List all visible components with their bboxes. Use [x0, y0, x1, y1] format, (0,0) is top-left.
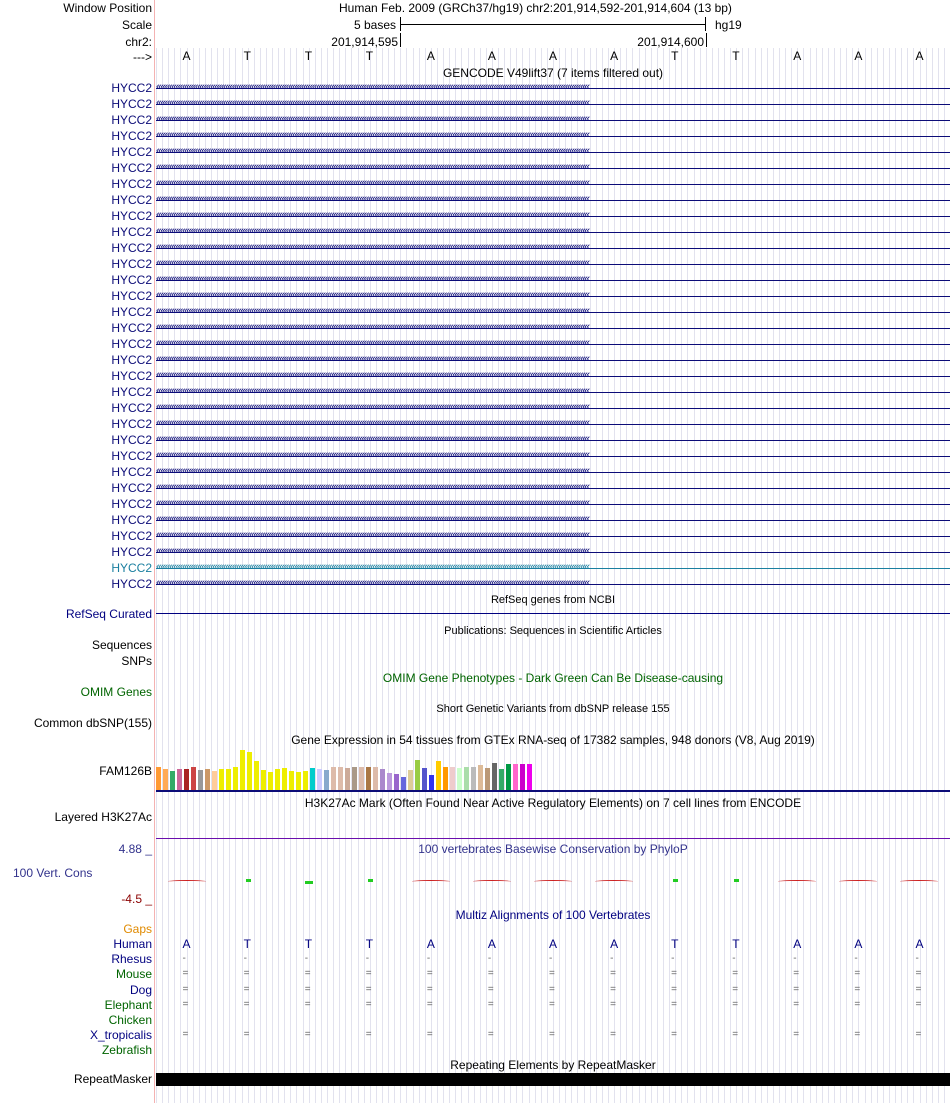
gtex-bar[interactable]	[163, 769, 168, 790]
gencode-gene-label[interactable]: HYCC2	[111, 129, 152, 143]
refseq-line[interactable]	[156, 613, 950, 614]
gtex-bar[interactable]	[240, 750, 245, 790]
multiz-base: =	[915, 1029, 922, 1041]
conservation-positive-mark	[305, 881, 313, 884]
gencode-gene-label[interactable]: HYCC2	[111, 193, 152, 207]
gtex-bar[interactable]	[443, 767, 448, 790]
gencode-gene-feature[interactable]: ‹‹‹‹‹‹‹‹‹‹‹‹‹‹‹‹‹‹‹‹‹‹‹‹‹‹‹‹‹‹‹‹‹‹‹‹‹‹‹‹‹‹‹‹‹‹‹‹‹‹‹‹‹‹‹‹‹‹‹‹‹‹‹‹‹‹‹‹‹‹‹‹‹‹‹‹‹‹‹‹‹‹‹‹‹‹‹‹‹‹‹‹‹‹‹‹‹‹‹‹‹‹‹‹‹‹‹‹‹‹‹‹‹‹‹‹‹‹‹‹‹‹‹‹‹‹‹‹‹‹‹‹‹‹‹‹‹‹‹‹‹‹‹‹‹‹‹‹‹‹‹‹‹‹‹‹‹‹‹‹‹‹‹‹‹‹‹‹‹‹‹‹‹‹‹‹‹‹‹‹‹‹‹‹‹‹‹‹‹‹‹‹‹‹‹‹‹‹‹‹	[156, 337, 950, 351]
gtex-bar[interactable]	[177, 769, 182, 790]
multiz-base: =	[426, 1029, 433, 1041]
gencode-gene-label[interactable]: HYCC2	[111, 241, 152, 255]
gencode-gene-label[interactable]: HYCC2	[111, 113, 152, 127]
multiz-base: =	[426, 983, 433, 995]
window-position-value: Human Feb. 2009 (GRCh37/hg19) chr2:201,914,592-201,914,604 (13 bp)	[339, 1, 732, 15]
multiz-base: =	[487, 983, 494, 995]
gencode-gene-label[interactable]: HYCC2	[111, 449, 152, 463]
gencode-gene-feature[interactable]: ‹‹‹‹‹‹‹‹‹‹‹‹‹‹‹‹‹‹‹‹‹‹‹‹‹‹‹‹‹‹‹‹‹‹‹‹‹‹‹‹‹‹‹‹‹‹‹‹‹‹‹‹‹‹‹‹‹‹‹‹‹‹‹‹‹‹‹‹‹‹‹‹‹‹‹‹‹‹‹‹‹‹‹‹‹‹‹‹‹‹‹‹‹‹‹‹‹‹‹‹‹‹‹‹‹‹‹‹‹‹‹‹‹‹‹‹‹‹‹‹‹‹‹‹‹‹‹‹‹‹‹‹‹‹‹‹‹‹‹‹‹‹‹‹‹‹‹‹‹‹‹‹‹‹‹‹‹‹‹‹‹‹‹‹‹‹‹‹‹‹‹‹‹‹‹‹‹‹‹‹‹‹‹‹‹‹‹‹‹‹‹‹‹‹‹‹‹‹‹‹	[156, 577, 950, 591]
gtex-bar[interactable]	[457, 768, 462, 790]
gencode-gene-label[interactable]: HYCC2	[111, 577, 152, 591]
multiz-base: =	[243, 1029, 250, 1041]
multiz-base: A	[915, 937, 924, 951]
multiz-base: =	[243, 998, 250, 1010]
gencode-gene-feature[interactable]: ‹‹‹‹‹‹‹‹‹‹‹‹‹‹‹‹‹‹‹‹‹‹‹‹‹‹‹‹‹‹‹‹‹‹‹‹‹‹‹‹‹‹‹‹‹‹‹‹‹‹‹‹‹‹‹‹‹‹‹‹‹‹‹‹‹‹‹‹‹‹‹‹‹‹‹‹‹‹‹‹‹‹‹‹‹‹‹‹‹‹‹‹‹‹‹‹‹‹‹‹‹‹‹‹‹‹‹‹‹‹‹‹‹‹‹‹‹‹‹‹‹‹‹‹‹‹‹‹‹‹‹‹‹‹‹‹‹‹‹‹‹‹‹‹‹‹‹‹‹‹‹‹‹‹‹‹‹‹‹‹‹‹‹‹‹‹‹‹‹‹‹‹‹‹‹‹‹‹‹‹‹‹‹‹‹‹‹‹‹‹‹‹‹‹‹‹‹‹‹‹	[156, 225, 950, 239]
multiz-base: =	[365, 998, 372, 1010]
multiz-base: T	[243, 937, 251, 951]
multiz-base: =	[426, 998, 433, 1010]
gencode-gene-feature[interactable]: ‹‹‹‹‹‹‹‹‹‹‹‹‹‹‹‹‹‹‹‹‹‹‹‹‹‹‹‹‹‹‹‹‹‹‹‹‹‹‹‹‹‹‹‹‹‹‹‹‹‹‹‹‹‹‹‹‹‹‹‹‹‹‹‹‹‹‹‹‹‹‹‹‹‹‹‹‹‹‹‹‹‹‹‹‹‹‹‹‹‹‹‹‹‹‹‹‹‹‹‹‹‹‹‹‹‹‹‹‹‹‹‹‹‹‹‹‹‹‹‹‹‹‹‹‹‹‹‹‹‹‹‹‹‹‹‹‹‹‹‹‹‹‹‹‹‹‹‹‹‹‹‹‹‹‹‹‹‹‹‹‹‹‹‹‹‹‹‹‹‹‹‹‹‹‹‹‹‹‹‹‹‹‹‹‹‹‹‹‹‹‹‹‹‹‹‹‹‹‹‹	[156, 145, 950, 159]
conservation-min-label: -4.5 _	[121, 892, 152, 906]
gtex-bar[interactable]	[156, 767, 161, 790]
conservation-track-title[interactable]: 100 vertebrates Basewise Conservation by PhyloP	[418, 842, 688, 856]
gtex-bar[interactable]	[429, 775, 434, 790]
multiz-base: A	[854, 937, 863, 951]
gtex-bar[interactable]	[492, 763, 497, 790]
multiz-base: =	[915, 983, 922, 995]
scale-db: hg19	[715, 18, 742, 32]
gtex-bar[interactable]	[219, 769, 224, 790]
multiz-base: =	[487, 998, 494, 1010]
conservation-negative-mark	[778, 880, 816, 883]
multiz-base: =	[549, 1029, 555, 1041]
gtex-bar[interactable]	[324, 770, 329, 790]
base-letter: T	[365, 49, 374, 63]
gencode-gene-label[interactable]: HYCC2	[111, 385, 152, 399]
multiz-base: -	[610, 953, 614, 965]
gaps-label[interactable]: Gaps	[123, 922, 152, 936]
gtex-bar[interactable]	[282, 768, 287, 790]
multiz-base: T	[365, 937, 374, 951]
multiz-base: =	[182, 983, 189, 995]
multiz-base: A	[426, 937, 435, 951]
gtex-bar[interactable]	[310, 768, 315, 790]
multiz-base: =	[610, 968, 616, 980]
multiz-base: =	[549, 968, 555, 980]
gencode-gene-feature[interactable]: ‹‹‹‹‹‹‹‹‹‹‹‹‹‹‹‹‹‹‹‹‹‹‹‹‹‹‹‹‹‹‹‹‹‹‹‹‹‹‹‹‹‹‹‹‹‹‹‹‹‹‹‹‹‹‹‹‹‹‹‹‹‹‹‹‹‹‹‹‹‹‹‹‹‹‹‹‹‹‹‹‹‹‹‹‹‹‹‹‹‹‹‹‹‹‹‹‹‹‹‹‹‹‹‹‹‹‹‹‹‹‹‹‹‹‹‹‹‹‹‹‹‹‹‹‹‹‹‹‹‹‹‹‹‹‹‹‹‹‹‹‹‹‹‹‹‹‹‹‹‹‹‹‹‹‹‹‹‹‹‹‹‹‹‹‹‹‹‹‹‹‹‹‹‹‹‹‹‹‹‹‹‹‹‹‹‹‹‹‹‹‹‹‹‹‹‹‹‹‹‹	[156, 433, 950, 447]
scale-bar	[400, 17, 706, 31]
gencode-gene-label[interactable]: HYCC2	[111, 177, 152, 191]
repeatmasker-track-title[interactable]: Repeating Elements by RepeatMasker	[450, 1058, 656, 1072]
gencode-gene-feature[interactable]: ‹‹‹‹‹‹‹‹‹‹‹‹‹‹‹‹‹‹‹‹‹‹‹‹‹‹‹‹‹‹‹‹‹‹‹‹‹‹‹‹‹‹‹‹‹‹‹‹‹‹‹‹‹‹‹‹‹‹‹‹‹‹‹‹‹‹‹‹‹‹‹‹‹‹‹‹‹‹‹‹‹‹‹‹‹‹‹‹‹‹‹‹‹‹‹‹‹‹‹‹‹‹‹‹‹‹‹‹‹‹‹‹‹‹‹‹‹‹‹‹‹‹‹‹‹‹‹‹‹‹‹‹‹‹‹‹‹‹‹‹‹‹‹‹‹‹‹‹‹‹‹‹‹‹‹‹‹‹‹‹‹‹‹‹‹‹‹‹‹‹‹‹‹‹‹‹‹‹‹‹‹‹‹‹‹‹‹‹‹‹‹‹‹‹‹‹‹‹‹‹	[156, 113, 950, 127]
multiz-base: =	[732, 1029, 739, 1041]
gtex-bar[interactable]	[464, 767, 469, 790]
multiz-base: =	[671, 983, 677, 995]
multiz-base: -	[671, 953, 675, 965]
gtex-bar[interactable]	[520, 764, 525, 790]
multiz-base: =	[243, 968, 250, 980]
multiz-base: =	[854, 998, 861, 1010]
refseq-track-title[interactable]: RefSeq genes from NCBI	[490, 594, 616, 606]
multiz-base: =	[610, 983, 616, 995]
gencode-gene-label[interactable]: HYCC2	[111, 353, 152, 367]
gencode-gene-feature[interactable]: ‹‹‹‹‹‹‹‹‹‹‹‹‹‹‹‹‹‹‹‹‹‹‹‹‹‹‹‹‹‹‹‹‹‹‹‹‹‹‹‹‹‹‹‹‹‹‹‹‹‹‹‹‹‹‹‹‹‹‹‹‹‹‹‹‹‹‹‹‹‹‹‹‹‹‹‹‹‹‹‹‹‹‹‹‹‹‹‹‹‹‹‹‹‹‹‹‹‹‹‹‹‹‹‹‹‹‹‹‹‹‹‹‹‹‹‹‹‹‹‹‹‹‹‹‹‹‹‹‹‹‹‹‹‹‹‹‹‹‹‹‹‹‹‹‹‹‹‹‹‹‹‹‹‹‹‹‹‹‹‹‹‹‹‹‹‹‹‹‹‹‹‹‹‹‹‹‹‹‹‹‹‹‹‹‹‹‹‹‹‹‹‹‹‹‹‹‹‹‹‹	[156, 449, 950, 463]
conservation-label[interactable]: 100 Vert. Cons	[13, 866, 93, 880]
multiz-base: =	[732, 983, 739, 995]
multiz-base: =	[732, 968, 739, 980]
gtex-bar[interactable]	[450, 767, 455, 790]
chrom-label: chr2:	[125, 35, 152, 49]
gtex-gene-line	[156, 790, 950, 792]
gencode-gene-feature[interactable]: ‹‹‹‹‹‹‹‹‹‹‹‹‹‹‹‹‹‹‹‹‹‹‹‹‹‹‹‹‹‹‹‹‹‹‹‹‹‹‹‹‹‹‹‹‹‹‹‹‹‹‹‹‹‹‹‹‹‹‹‹‹‹‹‹‹‹‹‹‹‹‹‹‹‹‹‹‹‹‹‹‹‹‹‹‹‹‹‹‹‹‹‹‹‹‹‹‹‹‹‹‹‹‹‹‹‹‹‹‹‹‹‹‹‹‹‹‹‹‹‹‹‹‹‹‹‹‹‹‹‹‹‹‹‹‹‹‹‹‹‹‹‹‹‹‹‹‹‹‹‹‹‹‹‹‹‹‹‹‹‹‹‹‹‹‹‹‹‹‹‹‹‹‹‹‹‹‹‹‹‹‹‹‹‹‹‹‹‹‹‹‹‹‹‹‹‹‹‹‹‹	[156, 465, 950, 479]
multiz-base: =	[854, 983, 861, 995]
gtex-bar[interactable]	[373, 767, 378, 790]
multiz-base: =	[793, 968, 800, 980]
multiz-base: =	[426, 968, 433, 980]
multiz-species-label[interactable]: Zebrafish	[101, 1043, 152, 1058]
multiz-base: -	[426, 953, 431, 965]
conservation-negative-mark	[473, 880, 511, 883]
gencode-gene-label[interactable]: HYCC2	[111, 401, 152, 415]
repeatmasker-label[interactable]: RepeatMasker	[73, 1072, 152, 1086]
multiz-base: =	[610, 998, 616, 1010]
gtex-bar[interactable]	[170, 771, 175, 790]
conservation-negative-mark	[534, 880, 572, 883]
conservation-negative-mark	[412, 880, 450, 883]
gtex-bar[interactable]	[317, 769, 322, 790]
gtex-bar[interactable]	[212, 771, 217, 790]
multiz-base: =	[854, 1029, 861, 1041]
gencode-gene-label[interactable]: HYCC2	[111, 417, 152, 431]
conservation-positive-mark	[246, 879, 251, 882]
multiz-base: =	[182, 968, 189, 980]
multiz-base: -	[304, 953, 309, 965]
gencode-gene-label[interactable]: HYCC2	[111, 369, 152, 383]
multiz-base: =	[549, 998, 555, 1010]
gencode-gene-feature[interactable]: ‹‹‹‹‹‹‹‹‹‹‹‹‹‹‹‹‹‹‹‹‹‹‹‹‹‹‹‹‹‹‹‹‹‹‹‹‹‹‹‹‹‹‹‹‹‹‹‹‹‹‹‹‹‹‹‹‹‹‹‹‹‹‹‹‹‹‹‹‹‹‹‹‹‹‹‹‹‹‹‹‹‹‹‹‹‹‹‹‹‹‹‹‹‹‹‹‹‹‹‹‹‹‹‹‹‹‹‹‹‹‹‹‹‹‹‹‹‹‹‹‹‹‹‹‹‹‹‹‹‹‹‹‹‹‹‹‹‹‹‹‹‹‹‹‹‹‹‹‹‹‹‹‹‹‹‹‹‹‹‹‹‹‹‹‹‹‹‹‹‹‹‹‹‹‹‹‹‹‹‹‹‹‹‹‹‹‹‹‹‹‹‹‹‹‹‹‹‹‹‹	[156, 257, 950, 271]
gencode-gene-label[interactable]: HYCC2	[111, 433, 152, 447]
gtex-bar[interactable]	[394, 774, 399, 790]
base-letter: T	[304, 49, 313, 63]
gtex-bar[interactable]	[506, 764, 511, 790]
multiz-species-label[interactable]: Rhesus	[111, 952, 152, 967]
conservation-positive-mark	[368, 879, 373, 882]
gencode-gene-label[interactable]: HYCC2	[111, 81, 152, 95]
gencode-gene-feature[interactable]: ‹‹‹‹‹‹‹‹‹‹‹‹‹‹‹‹‹‹‹‹‹‹‹‹‹‹‹‹‹‹‹‹‹‹‹‹‹‹‹‹‹‹‹‹‹‹‹‹‹‹‹‹‹‹‹‹‹‹‹‹‹‹‹‹‹‹‹‹‹‹‹‹‹‹‹‹‹‹‹‹‹‹‹‹‹‹‹‹‹‹‹‹‹‹‹‹‹‹‹‹‹‹‹‹‹‹‹‹‹‹‹‹‹‹‹‹‹‹‹‹‹‹‹‹‹‹‹‹‹‹‹‹‹‹‹‹‹‹‹‹‹‹‹‹‹‹‹‹‹‹‹‹‹‹‹‹‹‹‹‹‹‹‹‹‹‹‹‹‹‹‹‹‹‹‹‹‹‹‹‹‹‹‹‹‹‹‹‹‹‹‹‹‹‹‹‹‹‹‹‹	[156, 241, 950, 255]
gencode-gene-label[interactable]: HYCC2	[111, 305, 152, 319]
multiz-track-title[interactable]: Multiz Alignments of 100 Vertebrates	[455, 908, 651, 922]
conservation-negative-mark	[900, 880, 938, 883]
gencode-gene-label[interactable]: HYCC2	[111, 289, 152, 303]
gtex-bar[interactable]	[289, 771, 294, 790]
gencode-gene-feature[interactable]: ‹‹‹‹‹‹‹‹‹‹‹‹‹‹‹‹‹‹‹‹‹‹‹‹‹‹‹‹‹‹‹‹‹‹‹‹‹‹‹‹‹‹‹‹‹‹‹‹‹‹‹‹‹‹‹‹‹‹‹‹‹‹‹‹‹‹‹‹‹‹‹‹‹‹‹‹‹‹‹‹‹‹‹‹‹‹‹‹‹‹‹‹‹‹‹‹‹‹‹‹‹‹‹‹‹‹‹‹‹‹‹‹‹‹‹‹‹‹‹‹‹‹‹‹‹‹‹‹‹‹‹‹‹‹‹‹‹‹‹‹‹‹‹‹‹‹‹‹‹‹‹‹‹‹‹‹‹‹‹‹‹‹‹‹‹‹‹‹‹‹‹‹‹‹‹‹‹‹‹‹‹‹‹‹‹‹‹‹‹‹‹‹‹‹‹‹‹‹‹‹	[156, 129, 950, 143]
base-letter: A	[610, 49, 619, 63]
dbsnp-label[interactable]: Common dbSNP(155)	[33, 716, 152, 730]
strand-label: --->	[133, 50, 152, 64]
multiz-base: =	[793, 998, 800, 1010]
conservation-max-label: 4.88 _	[118, 842, 152, 856]
gencode-gene-label[interactable]: HYCC2	[111, 513, 152, 527]
multiz-base: =	[793, 1029, 800, 1041]
gtex-bar[interactable]	[191, 767, 196, 790]
gtex-bar[interactable]	[233, 767, 238, 790]
gencode-gene-feature[interactable]: ‹‹‹‹‹‹‹‹‹‹‹‹‹‹‹‹‹‹‹‹‹‹‹‹‹‹‹‹‹‹‹‹‹‹‹‹‹‹‹‹‹‹‹‹‹‹‹‹‹‹‹‹‹‹‹‹‹‹‹‹‹‹‹‹‹‹‹‹‹‹‹‹‹‹‹‹‹‹‹‹‹‹‹‹‹‹‹‹‹‹‹‹‹‹‹‹‹‹‹‹‹‹‹‹‹‹‹‹‹‹‹‹‹‹‹‹‹‹‹‹‹‹‹‹‹‹‹‹‹‹‹‹‹‹‹‹‹‹‹‹‹‹‹‹‹‹‹‹‹‹‹‹‹‹‹‹‹‹‹‹‹‹‹‹‹‹‹‹‹‹‹‹‹‹‹‹‹‹‹‹‹‹‹‹‹‹‹‹‹‹‹‹‹‹‹‹‹‹‹‹	[156, 481, 950, 495]
multiz-base: A	[182, 937, 191, 951]
gencode-gene-feature[interactable]: ‹‹‹‹‹‹‹‹‹‹‹‹‹‹‹‹‹‹‹‹‹‹‹‹‹‹‹‹‹‹‹‹‹‹‹‹‹‹‹‹‹‹‹‹‹‹‹‹‹‹‹‹‹‹‹‹‹‹‹‹‹‹‹‹‹‹‹‹‹‹‹‹‹‹‹‹‹‹‹‹‹‹‹‹‹‹‹‹‹‹‹‹‹‹‹‹‹‹‹‹‹‹‹‹‹‹‹‹‹‹‹‹‹‹‹‹‹‹‹‹‹‹‹‹‹‹‹‹‹‹‹‹‹‹‹‹‹‹‹‹‹‹‹‹‹‹‹‹‹‹‹‹‹‹‹‹‹‹‹‹‹‹‹‹‹‹‹‹‹‹‹‹‹‹‹‹‹‹‹‹‹‹‹‹‹‹‹‹‹‹‹‹‹‹‹‹‹‹‹‹	[156, 81, 950, 95]
gencode-gene-feature[interactable]: ‹‹‹‹‹‹‹‹‹‹‹‹‹‹‹‹‹‹‹‹‹‹‹‹‹‹‹‹‹‹‹‹‹‹‹‹‹‹‹‹‹‹‹‹‹‹‹‹‹‹‹‹‹‹‹‹‹‹‹‹‹‹‹‹‹‹‹‹‹‹‹‹‹‹‹‹‹‹‹‹‹‹‹‹‹‹‹‹‹‹‹‹‹‹‹‹‹‹‹‹‹‹‹‹‹‹‹‹‹‹‹‹‹‹‹‹‹‹‹‹‹‹‹‹‹‹‹‹‹‹‹‹‹‹‹‹‹‹‹‹‹‹‹‹‹‹‹‹‹‹‹‹‹‹‹‹‹‹‹‹‹‹‹‹‹‹‹‹‹‹‹‹‹‹‹‹‹‹‹‹‹‹‹‹‹‹‹‹‹‹‹‹‹‹‹‹‹‹‹‹	[156, 385, 950, 399]
multiz-base: -	[854, 953, 858, 965]
gtex-bar[interactable]	[408, 770, 413, 790]
gencode-gene-label[interactable]: HYCC2	[111, 545, 152, 559]
base-letter: A	[915, 49, 924, 63]
conservation-negative-mark	[168, 880, 206, 883]
multiz-species-label[interactable]: Elephant	[104, 997, 152, 1012]
multiz-base: -	[182, 953, 186, 965]
multiz-base: =	[304, 983, 311, 995]
gencode-gene-label[interactable]: HYCC2	[111, 321, 152, 335]
gencode-gene-feature[interactable]: ‹‹‹‹‹‹‹‹‹‹‹‹‹‹‹‹‹‹‹‹‹‹‹‹‹‹‹‹‹‹‹‹‹‹‹‹‹‹‹‹‹‹‹‹‹‹‹‹‹‹‹‹‹‹‹‹‹‹‹‹‹‹‹‹‹‹‹‹‹‹‹‹‹‹‹‹‹‹‹‹‹‹‹‹‹‹‹‹‹‹‹‹‹‹‹‹‹‹‹‹‹‹‹‹‹‹‹‹‹‹‹‹‹‹‹‹‹‹‹‹‹‹‹‹‹‹‹‹‹‹‹‹‹‹‹‹‹‹‹‹‹‹‹‹‹‹‹‹‹‹‹‹‹‹‹‹‹‹‹‹‹‹‹‹‹‹‹‹‹‹‹‹‹‹‹‹‹‹‹‹‹‹‹‹‹‹‹‹‹‹‹‹‹‹‹‹‹‹‹‹	[156, 369, 950, 383]
base-letter: T	[732, 49, 740, 63]
multiz-base: -	[732, 953, 736, 965]
gtex-bar[interactable]	[478, 765, 483, 790]
scale-label: Scale	[121, 18, 152, 32]
gtex-bar[interactable]	[338, 767, 343, 790]
gencode-gene-label[interactable]: HYCC2	[111, 257, 152, 271]
multiz-base: -	[549, 953, 553, 965]
gencode-gene-feature[interactable]: ‹‹‹‹‹‹‹‹‹‹‹‹‹‹‹‹‹‹‹‹‹‹‹‹‹‹‹‹‹‹‹‹‹‹‹‹‹‹‹‹‹‹‹‹‹‹‹‹‹‹‹‹‹‹‹‹‹‹‹‹‹‹‹‹‹‹‹‹‹‹‹‹‹‹‹‹‹‹‹‹‹‹‹‹‹‹‹‹‹‹‹‹‹‹‹‹‹‹‹‹‹‹‹‹‹‹‹‹‹‹‹‹‹‹‹‹‹‹‹‹‹‹‹‹‹‹‹‹‹‹‹‹‹‹‹‹‹‹‹‹‹‹‹‹‹‹‹‹‹‹‹‹‹‹‹‹‹‹‹‹‹‹‹‹‹‹‹‹‹‹‹‹‹‹‹‹‹‹‹‹‹‹‹‹‹‹‹‹‹‹‹‹‹‹‹‹‹‹‹‹	[156, 305, 950, 319]
gencode-gene-label[interactable]: HYCC2	[111, 209, 152, 223]
multiz-base: =	[610, 1029, 616, 1041]
multiz-species-label[interactable]: Human	[113, 937, 152, 951]
base-letter: A	[854, 49, 863, 63]
gencode-gene-label[interactable]: HYCC2	[111, 529, 152, 543]
gencode-gene-feature[interactable]: ‹‹‹‹‹‹‹‹‹‹‹‹‹‹‹‹‹‹‹‹‹‹‹‹‹‹‹‹‹‹‹‹‹‹‹‹‹‹‹‹‹‹‹‹‹‹‹‹‹‹‹‹‹‹‹‹‹‹‹‹‹‹‹‹‹‹‹‹‹‹‹‹‹‹‹‹‹‹‹‹‹‹‹‹‹‹‹‹‹‹‹‹‹‹‹‹‹‹‹‹‹‹‹‹‹‹‹‹‹‹‹‹‹‹‹‹‹‹‹‹‹‹‹‹‹‹‹‹‹‹‹‹‹‹‹‹‹‹‹‹‹‹‹‹‹‹‹‹‹‹‹‹‹‹‹‹‹‹‹‹‹‹‹‹‹‹‹‹‹‹‹‹‹‹‹‹‹‹‹‹‹‹‹‹‹‹‹‹‹‹‹‹‹‹‹‹‹‹‹‹	[156, 177, 950, 191]
gencode-gene-label[interactable]: HYCC2	[111, 145, 152, 159]
gtex-bar[interactable]	[261, 770, 266, 790]
gencode-track-title[interactable]: GENCODE V49lift37 (7 items filtered out)	[442, 66, 664, 80]
multiz-base: =	[671, 1029, 677, 1041]
gtex-bar-chart[interactable]	[156, 748, 556, 790]
dbsnp-track-title[interactable]: Short Genetic Variants from dbSNP release 155	[436, 703, 670, 715]
gencode-gene-label[interactable]: HYCC2	[111, 497, 152, 511]
gtex-bar[interactable]	[366, 767, 371, 790]
gtex-bar[interactable]	[436, 761, 441, 790]
multiz-base: =	[304, 968, 311, 980]
gencode-gene-feature[interactable]: ‹‹‹‹‹‹‹‹‹‹‹‹‹‹‹‹‹‹‹‹‹‹‹‹‹‹‹‹‹‹‹‹‹‹‹‹‹‹‹‹‹‹‹‹‹‹‹‹‹‹‹‹‹‹‹‹‹‹‹‹‹‹‹‹‹‹‹‹‹‹‹‹‹‹‹‹‹‹‹‹‹‹‹‹‹‹‹‹‹‹‹‹‹‹‹‹‹‹‹‹‹‹‹‹‹‹‹‹‹‹‹‹‹‹‹‹‹‹‹‹‹‹‹‹‹‹‹‹‹‹‹‹‹‹‹‹‹‹‹‹‹‹‹‹‹‹‹‹‹‹‹‹‹‹‹‹‹‹‹‹‹‹‹‹‹‹‹‹‹‹‹‹‹‹‹‹‹‹‹‹‹‹‹‹‹‹‹‹‹‹‹‹‹‹‹‹‹‹‹‹	[156, 353, 950, 367]
multiz-base: -	[243, 953, 247, 965]
multiz-base: =	[182, 998, 189, 1010]
multiz-base: =	[304, 1029, 311, 1041]
gencode-gene-feature[interactable]: ‹‹‹‹‹‹‹‹‹‹‹‹‹‹‹‹‹‹‹‹‹‹‹‹‹‹‹‹‹‹‹‹‹‹‹‹‹‹‹‹‹‹‹‹‹‹‹‹‹‹‹‹‹‹‹‹‹‹‹‹‹‹‹‹‹‹‹‹‹‹‹‹‹‹‹‹‹‹‹‹‹‹‹‹‹‹‹‹‹‹‹‹‹‹‹‹‹‹‹‹‹‹‹‹‹‹‹‹‹‹‹‹‹‹‹‹‹‹‹‹‹‹‹‹‹‹‹‹‹‹‹‹‹‹‹‹‹‹‹‹‹‹‹‹‹‹‹‹‹‹‹‹‹‹‹‹‹‹‹‹‹‹‹‹‹‹‹‹‹‹‹‹‹‹‹‹‹‹‹‹‹‹‹‹‹‹‹‹‹‹‹‹‹‹‹‹‹‹‹‹	[156, 321, 950, 335]
conservation-positive-mark	[673, 879, 678, 882]
gtex-track-title[interactable]: Gene Expression in 54 tissues from GTEx RNA-seq of 17382 samples, 948 donors (V8, Aug 2019)	[291, 733, 815, 747]
multiz-base: =	[365, 968, 372, 980]
gtex-bar[interactable]	[380, 769, 385, 790]
gtex-bar[interactable]	[254, 761, 259, 790]
gtex-bar[interactable]	[422, 768, 427, 790]
gencode-gene-label[interactable]: HYCC2	[111, 273, 152, 287]
multiz-base: =	[915, 998, 922, 1010]
base-letter: A	[426, 49, 435, 63]
gtex-bar[interactable]	[485, 768, 490, 790]
gencode-gene-feature[interactable]: ‹‹‹‹‹‹‹‹‹‹‹‹‹‹‹‹‹‹‹‹‹‹‹‹‹‹‹‹‹‹‹‹‹‹‹‹‹‹‹‹‹‹‹‹‹‹‹‹‹‹‹‹‹‹‹‹‹‹‹‹‹‹‹‹‹‹‹‹‹‹‹‹‹‹‹‹‹‹‹‹‹‹‹‹‹‹‹‹‹‹‹‹‹‹‹‹‹‹‹‹‹‹‹‹‹‹‹‹‹‹‹‹‹‹‹‹‹‹‹‹‹‹‹‹‹‹‹‹‹‹‹‹‹‹‹‹‹‹‹‹‹‹‹‹‹‹‹‹‹‹‹‹‹‹‹‹‹‹‹‹‹‹‹‹‹‹‹‹‹‹‹‹‹‹‹‹‹‹‹‹‹‹‹‹‹‹‹‹‹‹‹‹‹‹‹‹‹‹‹‹	[156, 273, 950, 287]
coord-tick-right	[706, 33, 707, 47]
gtex-bar[interactable]	[345, 768, 350, 790]
gencode-gene-feature[interactable]: ‹‹‹‹‹‹‹‹‹‹‹‹‹‹‹‹‹‹‹‹‹‹‹‹‹‹‹‹‹‹‹‹‹‹‹‹‹‹‹‹‹‹‹‹‹‹‹‹‹‹‹‹‹‹‹‹‹‹‹‹‹‹‹‹‹‹‹‹‹‹‹‹‹‹‹‹‹‹‹‹‹‹‹‹‹‹‹‹‹‹‹‹‹‹‹‹‹‹‹‹‹‹‹‹‹‹‹‹‹‹‹‹‹‹‹‹‹‹‹‹‹‹‹‹‹‹‹‹‹‹‹‹‹‹‹‹‹‹‹‹‹‹‹‹‹‹‹‹‹‹‹‹‹‹‹‹‹‹‹‹‹‹‹‹‹‹‹‹‹‹‹‹‹‹‹‹‹‹‹‹‹‹‹‹‹‹‹‹‹‹‹‹‹‹‹‹‹‹‹‹	[156, 401, 950, 415]
conservation-negative-mark	[839, 880, 877, 883]
multiz-species-label[interactable]: Chicken	[108, 1013, 152, 1027]
base-letter: A	[793, 49, 802, 63]
multiz-base: -	[365, 953, 370, 965]
gtex-bar[interactable]	[226, 769, 231, 790]
multiz-base: A	[610, 937, 619, 951]
gencode-gene-feature[interactable]: ‹‹‹‹‹‹‹‹‹‹‹‹‹‹‹‹‹‹‹‹‹‹‹‹‹‹‹‹‹‹‹‹‹‹‹‹‹‹‹‹‹‹‹‹‹‹‹‹‹‹‹‹‹‹‹‹‹‹‹‹‹‹‹‹‹‹‹‹‹‹‹‹‹‹‹‹‹‹‹‹‹‹‹‹‹‹‹‹‹‹‹‹‹‹‹‹‹‹‹‹‹‹‹‹‹‹‹‹‹‹‹‹‹‹‹‹‹‹‹‹‹‹‹‹‹‹‹‹‹‹‹‹‹‹‹‹‹‹‹‹‹‹‹‹‹‹‹‹‹‹‹‹‹‹‹‹‹‹‹‹‹‹‹‹‹‹‹‹‹‹‹‹‹‹‹‹‹‹‹‹‹‹‹‹‹‹‹‹‹‹‹‹‹‹‹‹‹‹‹‹	[156, 561, 950, 575]
multiz-base: =	[549, 983, 555, 995]
omim-track-title[interactable]: OMIM Gene Phenotypes - Dark Green Can Be Disease-causing	[382, 671, 724, 685]
gtex-bar[interactable]	[401, 777, 406, 790]
multiz-base: =	[243, 983, 250, 995]
multiz-base: =	[365, 1029, 372, 1041]
multiz-base: T	[732, 937, 740, 951]
gtex-bar[interactable]	[247, 752, 252, 790]
multiz-base: -	[915, 953, 919, 965]
gtex-bar[interactable]	[527, 764, 532, 790]
gencode-gene-feature[interactable]: ‹‹‹‹‹‹‹‹‹‹‹‹‹‹‹‹‹‹‹‹‹‹‹‹‹‹‹‹‹‹‹‹‹‹‹‹‹‹‹‹‹‹‹‹‹‹‹‹‹‹‹‹‹‹‹‹‹‹‹‹‹‹‹‹‹‹‹‹‹‹‹‹‹‹‹‹‹‹‹‹‹‹‹‹‹‹‹‹‹‹‹‹‹‹‹‹‹‹‹‹‹‹‹‹‹‹‹‹‹‹‹‹‹‹‹‹‹‹‹‹‹‹‹‹‹‹‹‹‹‹‹‹‹‹‹‹‹‹‹‹‹‹‹‹‹‹‹‹‹‹‹‹‹‹‹‹‹‹‹‹‹‹‹‹‹‹‹‹‹‹‹‹‹‹‹‹‹‹‹‹‹‹‹‹‹‹‹‹‹‹‹‹‹‹‹‹‹‹‹‹	[156, 513, 950, 527]
multiz-base: A	[793, 937, 802, 951]
multiz-base: =	[487, 968, 494, 980]
base-letter: A	[182, 49, 191, 63]
h3k27ac-track-title[interactable]: H3K27Ac Mark (Often Found Near Active Regulatory Elements) on 7 cell lines from ENCODE	[304, 796, 802, 810]
multiz-base: =	[671, 998, 677, 1010]
coord-left: 201,914,595	[331, 35, 398, 49]
gtex-label[interactable]: FAM126B	[99, 764, 152, 778]
multiz-base: -	[793, 953, 797, 965]
coord-tick-left	[400, 33, 401, 47]
gtex-bar[interactable]	[184, 769, 189, 790]
multiz-base: =	[182, 1029, 189, 1041]
gtex-bar[interactable]	[268, 772, 273, 790]
gtex-bar[interactable]	[303, 771, 308, 790]
multiz-base: =	[915, 968, 922, 980]
repeatmasker-block[interactable]	[156, 1073, 950, 1086]
gtex-bar[interactable]	[198, 770, 203, 790]
multiz-species-label[interactable]: Mouse	[115, 967, 152, 982]
gencode-gene-label[interactable]: HYCC2	[111, 97, 152, 111]
base-letter: T	[671, 49, 679, 63]
gencode-gene-label[interactable]: HYCC2	[111, 561, 152, 575]
base-letter: A	[487, 49, 496, 63]
gencode-gene-feature[interactable]: ‹‹‹‹‹‹‹‹‹‹‹‹‹‹‹‹‹‹‹‹‹‹‹‹‹‹‹‹‹‹‹‹‹‹‹‹‹‹‹‹‹‹‹‹‹‹‹‹‹‹‹‹‹‹‹‹‹‹‹‹‹‹‹‹‹‹‹‹‹‹‹‹‹‹‹‹‹‹‹‹‹‹‹‹‹‹‹‹‹‹‹‹‹‹‹‹‹‹‹‹‹‹‹‹‹‹‹‹‹‹‹‹‹‹‹‹‹‹‹‹‹‹‹‹‹‹‹‹‹‹‹‹‹‹‹‹‹‹‹‹‹‹‹‹‹‹‹‹‹‹‹‹‹‹‹‹‹‹‹‹‹‹‹‹‹‹‹‹‹‹‹‹‹‹‹‹‹‹‹‹‹‹‹‹‹‹‹‹‹‹‹‹‹‹‹‹‹‹‹‹	[156, 497, 950, 511]
gtex-bar[interactable]	[331, 767, 336, 790]
gtex-bar[interactable]	[296, 772, 301, 790]
gencode-gene-feature[interactable]: ‹‹‹‹‹‹‹‹‹‹‹‹‹‹‹‹‹‹‹‹‹‹‹‹‹‹‹‹‹‹‹‹‹‹‹‹‹‹‹‹‹‹‹‹‹‹‹‹‹‹‹‹‹‹‹‹‹‹‹‹‹‹‹‹‹‹‹‹‹‹‹‹‹‹‹‹‹‹‹‹‹‹‹‹‹‹‹‹‹‹‹‹‹‹‹‹‹‹‹‹‹‹‹‹‹‹‹‹‹‹‹‹‹‹‹‹‹‹‹‹‹‹‹‹‹‹‹‹‹‹‹‹‹‹‹‹‹‹‹‹‹‹‹‹‹‹‹‹‹‹‹‹‹‹‹‹‹‹‹‹‹‹‹‹‹‹‹‹‹‹‹‹‹‹‹‹‹‹‹‹‹‹‹‹‹‹‹‹‹‹‹‹‹‹‹‹‹‹‹‹	[156, 529, 950, 543]
gtex-bar[interactable]	[359, 767, 364, 790]
multiz-base: A	[487, 937, 496, 951]
gencode-gene-label[interactable]: HYCC2	[111, 465, 152, 479]
gencode-gene-label[interactable]: HYCC2	[111, 161, 152, 175]
multiz-base: A	[549, 937, 558, 951]
gtex-bar[interactable]	[352, 767, 357, 790]
multiz-base: T	[304, 937, 313, 951]
gencode-gene-label[interactable]: HYCC2	[111, 225, 152, 239]
multiz-base: =	[671, 968, 677, 980]
conservation-negative-mark	[595, 880, 633, 883]
publications-track-title[interactable]: Publications: Sequences in Scientific Articles	[444, 625, 662, 637]
gtex-bar[interactable]	[513, 764, 518, 790]
multiz-base: =	[732, 998, 739, 1010]
omim-label[interactable]: OMIM Genes	[80, 685, 152, 699]
gtex-bar[interactable]	[471, 767, 476, 790]
multiz-base: =	[487, 1029, 494, 1041]
gtex-bar[interactable]	[387, 773, 392, 790]
gencode-gene-label[interactable]: HYCC2	[111, 481, 152, 495]
window-position-label: Window Position	[63, 1, 152, 15]
gtex-bar[interactable]	[415, 760, 420, 790]
multiz-species-label[interactable]: Dog	[129, 982, 152, 997]
gtex-bar[interactable]	[499, 769, 504, 790]
refseq-label[interactable]: RefSeq Curated	[65, 607, 152, 621]
gencode-gene-label[interactable]: HYCC2	[111, 337, 152, 351]
multiz-base: =	[304, 998, 311, 1010]
multiz-species-label[interactable]: X_tropicalis	[89, 1028, 152, 1043]
gencode-gene-feature[interactable]: ‹‹‹‹‹‹‹‹‹‹‹‹‹‹‹‹‹‹‹‹‹‹‹‹‹‹‹‹‹‹‹‹‹‹‹‹‹‹‹‹‹‹‹‹‹‹‹‹‹‹‹‹‹‹‹‹‹‹‹‹‹‹‹‹‹‹‹‹‹‹‹‹‹‹‹‹‹‹‹‹‹‹‹‹‹‹‹‹‹‹‹‹‹‹‹‹‹‹‹‹‹‹‹‹‹‹‹‹‹‹‹‹‹‹‹‹‹‹‹‹‹‹‹‹‹‹‹‹‹‹‹‹‹‹‹‹‹‹‹‹‹‹‹‹‹‹‹‹‹‹‹‹‹‹‹‹‹‹‹‹‹‹‹‹‹‹‹‹‹‹‹‹‹‹‹‹‹‹‹‹‹‹‹‹‹‹‹‹‹‹‹‹‹‹‹‹‹‹‹‹	[156, 97, 950, 111]
multiz-base: =	[854, 968, 861, 980]
publications-snps-label[interactable]: SNPs	[121, 654, 152, 668]
gencode-gene-feature[interactable]: ‹‹‹‹‹‹‹‹‹‹‹‹‹‹‹‹‹‹‹‹‹‹‹‹‹‹‹‹‹‹‹‹‹‹‹‹‹‹‹‹‹‹‹‹‹‹‹‹‹‹‹‹‹‹‹‹‹‹‹‹‹‹‹‹‹‹‹‹‹‹‹‹‹‹‹‹‹‹‹‹‹‹‹‹‹‹‹‹‹‹‹‹‹‹‹‹‹‹‹‹‹‹‹‹‹‹‹‹‹‹‹‹‹‹‹‹‹‹‹‹‹‹‹‹‹‹‹‹‹‹‹‹‹‹‹‹‹‹‹‹‹‹‹‹‹‹‹‹‹‹‹‹‹‹‹‹‹‹‹‹‹‹‹‹‹‹‹‹‹‹‹‹‹‹‹‹‹‹‹‹‹‹‹‹‹‹‹‹‹‹‹‹‹‹‹‹‹‹‹‹	[156, 193, 950, 207]
multiz-base: -	[487, 953, 492, 965]
multiz-base: =	[793, 983, 800, 995]
gencode-gene-feature[interactable]: ‹‹‹‹‹‹‹‹‹‹‹‹‹‹‹‹‹‹‹‹‹‹‹‹‹‹‹‹‹‹‹‹‹‹‹‹‹‹‹‹‹‹‹‹‹‹‹‹‹‹‹‹‹‹‹‹‹‹‹‹‹‹‹‹‹‹‹‹‹‹‹‹‹‹‹‹‹‹‹‹‹‹‹‹‹‹‹‹‹‹‹‹‹‹‹‹‹‹‹‹‹‹‹‹‹‹‹‹‹‹‹‹‹‹‹‹‹‹‹‹‹‹‹‹‹‹‹‹‹‹‹‹‹‹‹‹‹‹‹‹‹‹‹‹‹‹‹‹‹‹‹‹‹‹‹‹‹‹‹‹‹‹‹‹‹‹‹‹‹‹‹‹‹‹‹‹‹‹‹‹‹‹‹‹‹‹‹‹‹‹‹‹‹‹‹‹‹‹‹‹	[156, 289, 950, 303]
gencode-gene-feature[interactable]: ‹‹‹‹‹‹‹‹‹‹‹‹‹‹‹‹‹‹‹‹‹‹‹‹‹‹‹‹‹‹‹‹‹‹‹‹‹‹‹‹‹‹‹‹‹‹‹‹‹‹‹‹‹‹‹‹‹‹‹‹‹‹‹‹‹‹‹‹‹‹‹‹‹‹‹‹‹‹‹‹‹‹‹‹‹‹‹‹‹‹‹‹‹‹‹‹‹‹‹‹‹‹‹‹‹‹‹‹‹‹‹‹‹‹‹‹‹‹‹‹‹‹‹‹‹‹‹‹‹‹‹‹‹‹‹‹‹‹‹‹‹‹‹‹‹‹‹‹‹‹‹‹‹‹‹‹‹‹‹‹‹‹‹‹‹‹‹‹‹‹‹‹‹‹‹‹‹‹‹‹‹‹‹‹‹‹‹‹‹‹‹‹‹‹‹‹‹‹‹‹	[156, 209, 950, 223]
base-letter: A	[549, 49, 558, 63]
scale-text: 5 bases	[353, 18, 396, 32]
conservation-positive-mark	[734, 879, 739, 882]
h3k27ac-baseline	[156, 838, 950, 839]
h3k27ac-label[interactable]: Layered H3K27Ac	[54, 810, 152, 824]
multiz-base: =	[365, 983, 372, 995]
coord-right: 201,914,600	[637, 35, 704, 49]
publications-sequences-label[interactable]: Sequences	[91, 638, 152, 652]
gtex-bar[interactable]	[205, 769, 210, 790]
gencode-gene-feature[interactable]: ‹‹‹‹‹‹‹‹‹‹‹‹‹‹‹‹‹‹‹‹‹‹‹‹‹‹‹‹‹‹‹‹‹‹‹‹‹‹‹‹‹‹‹‹‹‹‹‹‹‹‹‹‹‹‹‹‹‹‹‹‹‹‹‹‹‹‹‹‹‹‹‹‹‹‹‹‹‹‹‹‹‹‹‹‹‹‹‹‹‹‹‹‹‹‹‹‹‹‹‹‹‹‹‹‹‹‹‹‹‹‹‹‹‹‹‹‹‹‹‹‹‹‹‹‹‹‹‹‹‹‹‹‹‹‹‹‹‹‹‹‹‹‹‹‹‹‹‹‹‹‹‹‹‹‹‹‹‹‹‹‹‹‹‹‹‹‹‹‹‹‹‹‹‹‹‹‹‹‹‹‹‹‹‹‹‹‹‹‹‹‹‹‹‹‹‹‹‹‹‹	[156, 545, 950, 559]
multiz-base: T	[671, 937, 679, 951]
gencode-gene-feature[interactable]: ‹‹‹‹‹‹‹‹‹‹‹‹‹‹‹‹‹‹‹‹‹‹‹‹‹‹‹‹‹‹‹‹‹‹‹‹‹‹‹‹‹‹‹‹‹‹‹‹‹‹‹‹‹‹‹‹‹‹‹‹‹‹‹‹‹‹‹‹‹‹‹‹‹‹‹‹‹‹‹‹‹‹‹‹‹‹‹‹‹‹‹‹‹‹‹‹‹‹‹‹‹‹‹‹‹‹‹‹‹‹‹‹‹‹‹‹‹‹‹‹‹‹‹‹‹‹‹‹‹‹‹‹‹‹‹‹‹‹‹‹‹‹‹‹‹‹‹‹‹‹‹‹‹‹‹‹‹‹‹‹‹‹‹‹‹‹‹‹‹‹‹‹‹‹‹‹‹‹‹‹‹‹‹‹‹‹‹‹‹‹‹‹‹‹‹‹‹‹‹‹	[156, 417, 950, 431]
base-letter: T	[243, 49, 251, 63]
gtex-bar[interactable]	[275, 769, 280, 790]
gencode-gene-feature[interactable]: ‹‹‹‹‹‹‹‹‹‹‹‹‹‹‹‹‹‹‹‹‹‹‹‹‹‹‹‹‹‹‹‹‹‹‹‹‹‹‹‹‹‹‹‹‹‹‹‹‹‹‹‹‹‹‹‹‹‹‹‹‹‹‹‹‹‹‹‹‹‹‹‹‹‹‹‹‹‹‹‹‹‹‹‹‹‹‹‹‹‹‹‹‹‹‹‹‹‹‹‹‹‹‹‹‹‹‹‹‹‹‹‹‹‹‹‹‹‹‹‹‹‹‹‹‹‹‹‹‹‹‹‹‹‹‹‹‹‹‹‹‹‹‹‹‹‹‹‹‹‹‹‹‹‹‹‹‹‹‹‹‹‹‹‹‹‹‹‹‹‹‹‹‹‹‹‹‹‹‹‹‹‹‹‹‹‹‹‹‹‹‹‹‹‹‹‹‹‹‹‹	[156, 161, 950, 175]
